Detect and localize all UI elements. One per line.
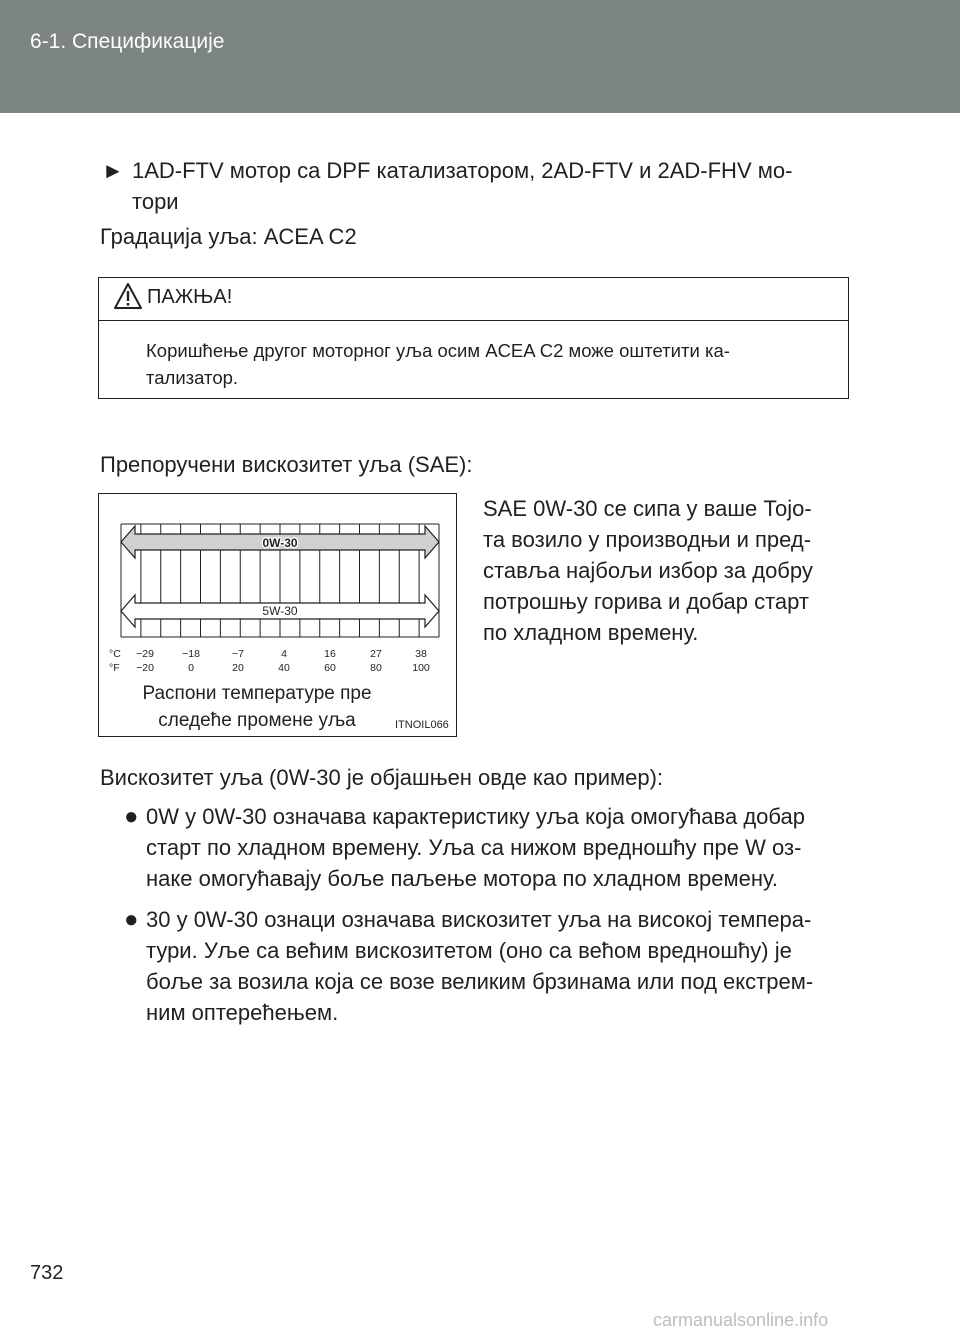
celsius-tick-label: −29: [136, 648, 154, 660]
celsius-tick-label: −7: [232, 648, 244, 660]
warning-triangle-icon: [113, 282, 143, 310]
section-header: [0, 0, 960, 113]
bullet-1-line-3: наке омогућавају боље паљење мотора по хладном времену.: [146, 866, 778, 891]
explanation-intro: Вискозитет уља (0W-30 је објашњен овде као пример):: [100, 765, 664, 790]
celsius-tick-label: 4: [281, 648, 287, 660]
fahrenheit-tick-label: −20: [136, 662, 154, 674]
intro-marker: ►: [102, 158, 124, 183]
fahrenheit-tick-label: 0: [188, 662, 194, 674]
fahrenheit-axis-label: °F: [109, 662, 120, 674]
oil-grade: Градација уља: ACEA C2: [100, 224, 357, 249]
fahrenheit-tick-label: 80: [370, 662, 382, 674]
figure-caption-line-2: следеће промене уља: [158, 710, 356, 731]
sae-line-2: та возило у производњи и пред-: [483, 527, 812, 552]
sae-line-5: по хладном времену.: [483, 620, 699, 645]
intro-engine-line-1: 1AD-FTV мотор са DPF катализатором, 2AD-FTV и 2AD-FHV мо-: [132, 158, 793, 183]
celsius-tick-label: 38: [415, 648, 427, 660]
bullet-1-line-2: старт по хладном времену. Уља са нижом вредношћу пре W оз-: [146, 835, 802, 860]
bullet-2-line-1: 30 у 0W-30 ознаци означава вискозитет уља на високој темпера-: [146, 907, 812, 932]
figure-caption: [127, 680, 387, 734]
range-label-0w30: 0W-30: [262, 536, 298, 550]
warning-title: ПАЖЊА!: [147, 286, 233, 308]
bullet-marker-2: ●: [124, 906, 139, 933]
fahrenheit-tick-label: 40: [278, 662, 290, 674]
celsius-tick-label: 27: [370, 648, 382, 660]
warning-box: [98, 277, 849, 399]
bullet-marker-1: ●: [124, 803, 139, 830]
page-number: 732: [30, 1262, 64, 1284]
warning-text: Коришћење другог моторног уља осим ACEA C2 може оштетити ка- тализатор.: [146, 340, 730, 388]
warning-header: [99, 278, 848, 321]
sae-line-3: стављa најбољи избор за добру: [483, 558, 813, 583]
viscosity-heading: Препоручени вискозитет уља (SAE):: [100, 452, 473, 477]
section-title: 6-1. Спецификације: [30, 30, 225, 53]
range-label-5w30: 5W-30: [262, 604, 298, 618]
fahrenheit-tick-label: 60: [324, 662, 336, 674]
bullet-2-line-4: ним оптерећењем.: [146, 1000, 339, 1025]
bullet-1-line-1: 0W у 0W-30 означава карактеристику уља која омогућава добар: [146, 804, 805, 829]
bullet-2-line-3: боље за возила која се возе великим брзинама или под екстрем-: [146, 969, 814, 994]
intro-engine-line-2: тори: [132, 189, 179, 214]
viscosity-figure: [98, 493, 457, 737]
celsius-tick-label: −18: [182, 648, 200, 660]
bullet-2-line-2: тури. Уље са већим вискозитетом (оно са већом вредношћу) је: [146, 938, 792, 963]
figure-caption-line-1: Распони температуре пре: [142, 683, 372, 704]
figure-code: ITNOIL066: [395, 719, 449, 731]
watermark: carmanualsonline.info: [653, 1310, 829, 1330]
fahrenheit-tick-label: 100: [412, 662, 430, 674]
sae-line-1: SAE 0W-30 се сипа у ваше Тојо-: [483, 496, 812, 521]
celsius-axis-label: °C: [109, 648, 121, 660]
sae-line-4: потрошњу горива и добар старт: [483, 589, 809, 614]
fahrenheit-tick-label: 20: [232, 662, 244, 674]
celsius-tick-label: 16: [324, 648, 336, 660]
